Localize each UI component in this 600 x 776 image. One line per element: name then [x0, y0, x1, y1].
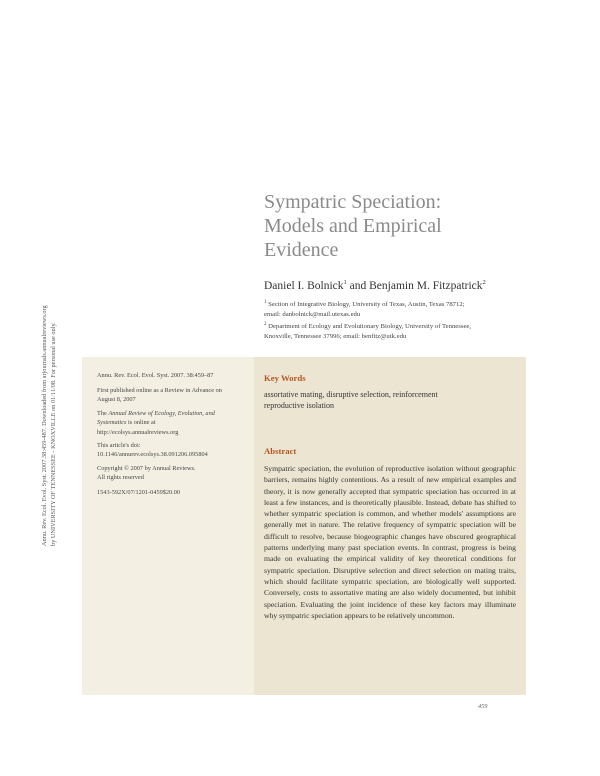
journal-suffix: is online at [126, 419, 156, 427]
author-1-affil-marker: 1 [343, 279, 347, 286]
title-line2: Models and Empirical [264, 215, 442, 237]
journal-online-note [97, 409, 257, 437]
citation: Annu. Rev. Ecol. Evol. Syst. 2007. 38:459–87 [97, 372, 214, 379]
affiliation-1-line1: Section of Integrative Biology, University of Texas, Austin, Texas 78712; [266, 301, 465, 309]
keywords-heading: Key Words [264, 373, 306, 383]
copyright: Copyright © 2007 by Annual Reviews. [97, 465, 196, 472]
journal-name-line1: Annual Review of Ecology, Evolution, and [108, 410, 215, 417]
author-1: Daniel I. Bolnick [264, 279, 344, 292]
keywords-list [264, 390, 514, 411]
affiliation-2 [264, 320, 524, 342]
copyright-block [97, 464, 257, 483]
affiliation-2-line2[interactable]: Knoxville, Tennessee 37996; email: benfitz@utk.edu [264, 333, 407, 341]
article-title [264, 190, 564, 262]
keywords-line2: reproductive isolation [264, 400, 334, 410]
keywords-line1: assortative mating, disruptive selection, reinforcement [264, 390, 438, 399]
issn: 1543-592X/07/1201-0459$20.00 [97, 489, 181, 496]
journal-name-line2: Systematics [97, 419, 127, 427]
abstract-heading: Abstract [264, 446, 297, 456]
metadata-panel [82, 357, 260, 695]
doi-block [97, 441, 257, 460]
author-list [264, 279, 486, 292]
download-notice-line2: by UNIVERSITY OF TENNESSEE - KNOXVILLE on 01/11/08. For personal use only. [50, 322, 57, 546]
author-2-affil-marker: 2 [482, 279, 486, 286]
title-line1: Sympatric Speciation: [264, 191, 442, 213]
affiliation-1-email[interactable]: email: danbolnick@mail.utexas.edu [264, 311, 361, 319]
abstract-text: Sympatric speciation, the evolution of reproductive isolation without geographic barriers, remains highly contentious. As a result of new empirical examples and theory, it is now generally accepted that sympatric speciation has occurred in at least a few instances, and is theoretically plausible. Instead, debate has shifted to whether sympatric speciation is common, and whether models' assumptions are generally met in nature. The relative frequency of sympatric speciation will be difficult to resolve, because biogeographic changes have obscured geographical patterns underlying many past speciation events. In contrast, progress is being made on evaluating the empirical validity of key theoretical conditions for sympatric speciation. Disruptive selection and direct selection on mating traits, which should facilitate sympatric speciation, are biologically well supported. Conversely, costs to assortative mating are also widely documented, but inhibit speciation. Evaluating the joint incidence of these key factors may illuminate why sympatric speciation appears to be relatively uncommon. [264, 464, 516, 620]
rights: All rights reserved [97, 474, 144, 482]
affiliation-1 [264, 298, 524, 320]
journal-prefix: The [97, 410, 109, 417]
first-published [97, 386, 257, 405]
affiliation-2-marker: 2 [264, 322, 267, 327]
affiliation-1-marker: 1 [264, 300, 267, 305]
page-number: 459 [478, 703, 488, 710]
author-2: and Benjamin M. Fitzpatrick [346, 279, 483, 292]
download-notice [40, 305, 58, 546]
doi-link[interactable]: 10.1146/annurev.ecolsys.38.091206.095804 [97, 451, 208, 459]
affiliation-2-line1: Department of Ecology and Evolutionary Biology, University of Tennessee, [266, 323, 472, 331]
doi-label: This article's doi: [97, 442, 141, 449]
title-line3: Evidence [264, 239, 339, 261]
first-published-date: August 8, 2007 [97, 396, 136, 404]
journal-url[interactable]: http://ecolsys.annualreviews.org [97, 428, 179, 436]
first-published-line1: First published online as a Review in Advance on [97, 387, 222, 394]
download-notice-line1: Annu. Rev. Ecol. Evol. Syst. 2007.38:459-487. Downloaded from arjournals.annualreviews.org [41, 305, 48, 546]
